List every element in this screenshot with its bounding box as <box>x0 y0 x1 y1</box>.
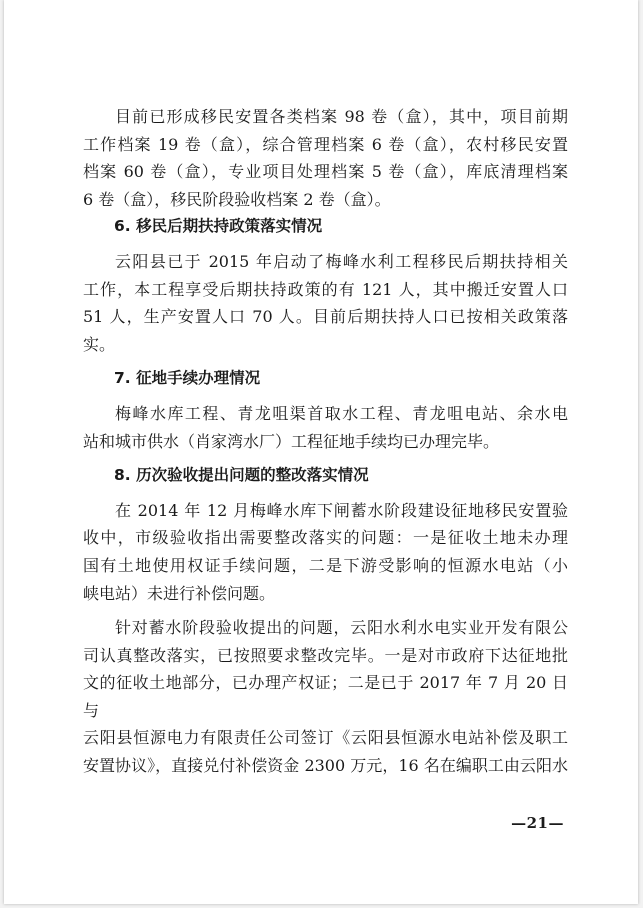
paragraph-land-procedures <box>83 400 568 455</box>
section-heading: 7. 征地手续办理情况 <box>114 369 261 388</box>
paragraph-line: 收中，市级验收指出需要整改落实的问题：一是征收土地未办理 <box>83 528 568 548</box>
paragraph-line: 峡电站）未进行补偿问题。 <box>83 583 276 603</box>
paragraph-line: 51 人，生产安置人口 70 人。目前后期扶持人口已按相关政策落 <box>83 307 568 327</box>
section-heading: 6. 移民后期扶持政策落实情况 <box>114 217 323 236</box>
paragraph-line: 云阳县恒源电力有限责任公司签订《云阳县恒源水电站补偿及职工 <box>83 728 568 748</box>
paragraph-line: 工作档案 19 卷（盒），综合管理档案 6 卷（盒），农村移民安置 <box>83 134 568 154</box>
paragraph-line: 国有土地使用权证手续问题，二是下游受影响的恒源水电站（小 <box>83 555 568 575</box>
paragraph-post-support <box>83 248 568 358</box>
paragraph-line: 文的征收土地部分，已办理产权证；二是已于 2017 年 7 月 20 日与 <box>83 673 568 720</box>
paragraph-archives <box>83 103 568 213</box>
paragraph-line: 6 卷（盒），移民阶段验收档案 2 卷（盒）。 <box>83 189 391 209</box>
paragraph-rectification <box>83 614 568 780</box>
paragraph-line: 司认真整改落实，已按照要求整改完毕。一是对市政府下达征地批 <box>83 645 568 665</box>
document-page <box>4 0 638 904</box>
paragraph-line: 目前已形成移民安置各类档案 98 卷（盒），其中，项目前期 <box>115 107 568 126</box>
paragraph-line: 工作，本工程享受后期扶持政策的有 121 人，其中搬迁安置人口 <box>83 279 568 299</box>
paragraph-line: 梅峰水库工程、青龙咀渠首取水工程、青龙咀电站、余水电 <box>115 403 568 423</box>
page-number: —21— <box>511 814 564 832</box>
paragraph-acceptance-issues <box>83 497 568 607</box>
paragraph-line: 站和城市供水（肖家湾水厂）工程征地手续均已办理完毕。 <box>83 431 500 451</box>
paragraph-line: 在 2014 年 12 月梅峰水库下闸蓄水阶段建设征地移民安置验 <box>115 500 568 520</box>
paragraph-line: 实。 <box>83 334 116 354</box>
paragraph-line: 安置协议》，直接兑付补偿资金 2300 万元，16 名在编职工由云阳水 <box>83 756 568 776</box>
paragraph-line: 档案 60 卷（盒），专业项目处理档案 5 卷（盒），库底清理档案 <box>83 162 568 182</box>
paragraph-line: 针对蓄水阶段验收提出的问题，云阳水利水电实业开发有限公 <box>115 618 568 638</box>
paragraph-line: 云阳县已于 2015 年启动了梅峰水利工程移民后期扶持相关 <box>115 251 568 271</box>
section-heading: 8. 历次验收提出问题的整改落实情况 <box>114 466 369 485</box>
page-body <box>83 103 568 780</box>
